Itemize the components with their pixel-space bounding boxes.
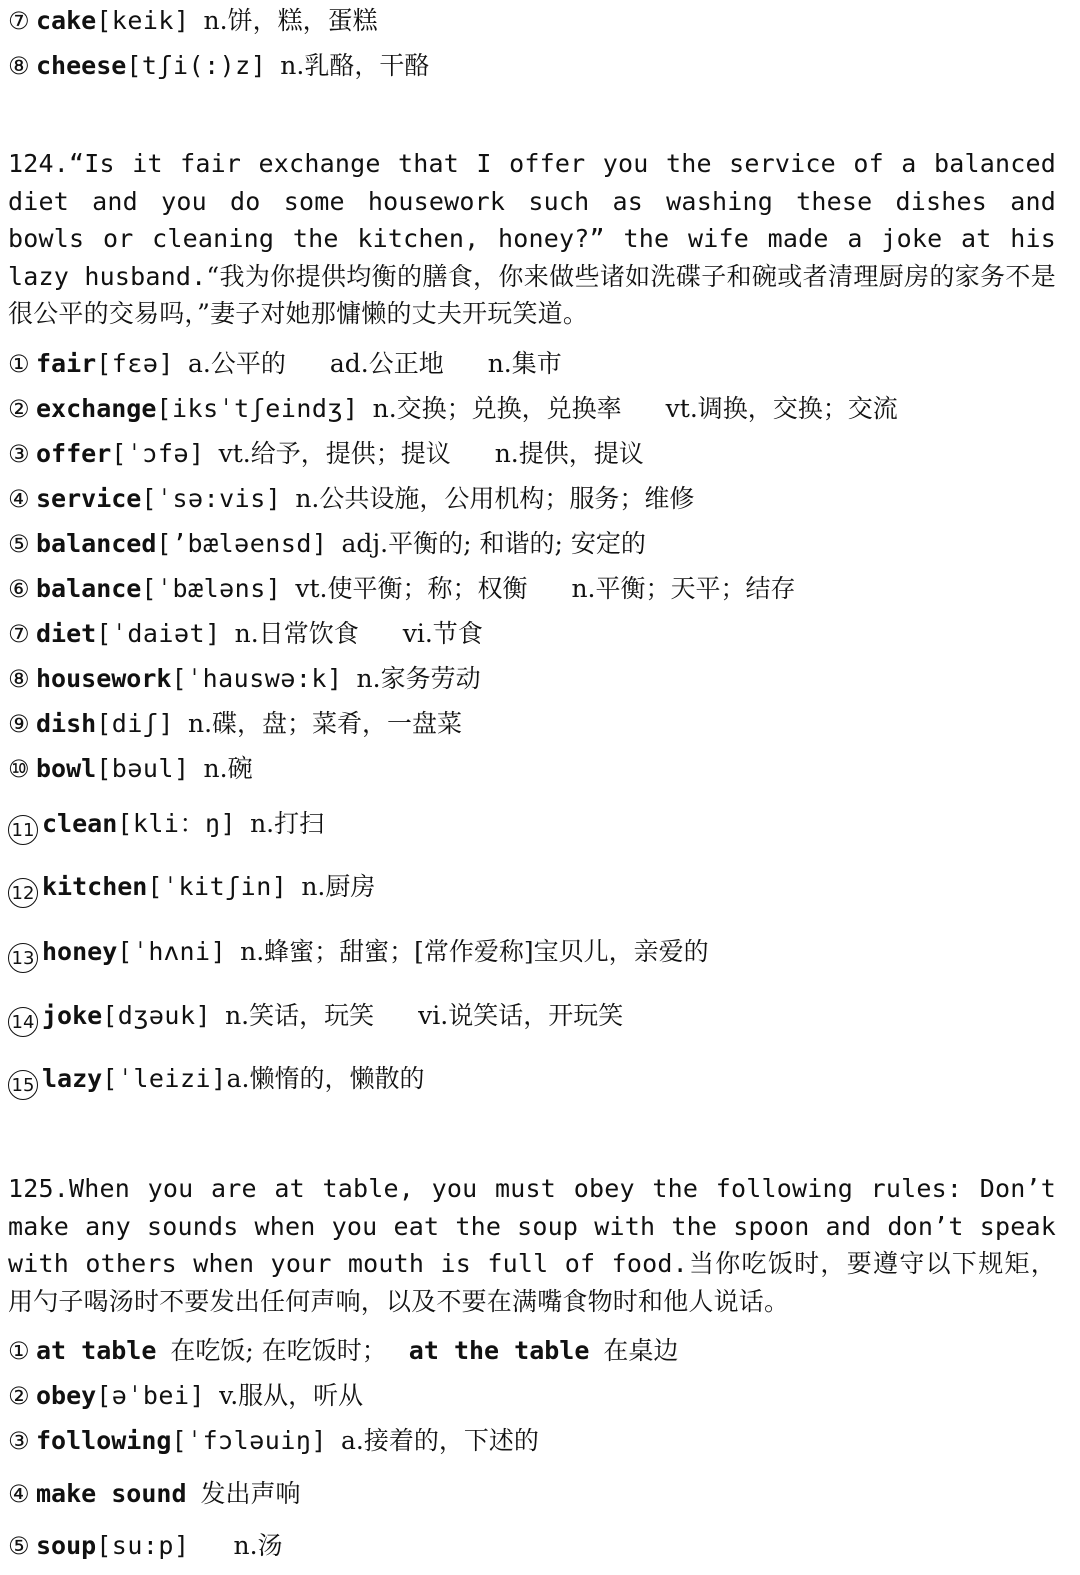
entry-definition: n.碗 xyxy=(203,754,253,783)
vocab-entry xyxy=(8,805,1062,845)
entry-word: service xyxy=(36,484,142,513)
entry-word: joke xyxy=(42,1001,103,1030)
entry-phonetic: [dʒəuk] xyxy=(102,1001,212,1030)
entry-word: obey xyxy=(36,1381,97,1410)
vocab-entry xyxy=(8,1332,1062,1370)
entry-word: housework xyxy=(36,664,172,693)
entry-phonetic: [tʃi(:)z] xyxy=(126,51,267,80)
entry-phonetic: [ˈsə:vis] xyxy=(141,484,282,513)
entry-number: ② xyxy=(8,1382,30,1410)
entry-definition: 在桌边 xyxy=(603,1336,679,1365)
entry-number: ⑥ xyxy=(8,575,30,603)
entry-number: ④ xyxy=(8,1480,30,1508)
entry-number: ④ xyxy=(8,485,30,513)
entry-number: ⑤ xyxy=(8,530,30,558)
entry-word: at table xyxy=(36,1336,157,1365)
entry-definition: a.接着的，下述的 xyxy=(340,1426,539,1455)
entry-word: clean xyxy=(42,809,118,838)
entry-phonetic: [ˈhʌni] xyxy=(117,937,227,966)
entry-definition: n.打扫 xyxy=(250,809,325,838)
entry-word: balance xyxy=(36,574,142,603)
vocab-entry xyxy=(8,1422,1062,1460)
entry-definition: n.乳酪，干酪 xyxy=(280,51,430,80)
entry-definition: ad.公正地 xyxy=(329,349,444,378)
vocab-entry xyxy=(8,1527,1062,1565)
vocab-entry xyxy=(8,750,1062,788)
entry-word: lazy xyxy=(42,1064,103,1093)
entry-definition: n.厨房 xyxy=(301,872,376,901)
entry-number: ⑧ xyxy=(8,52,30,80)
entry-definition: vi.说笑话，开玩笑 xyxy=(418,1001,624,1030)
vocab-entry xyxy=(8,615,1062,653)
entry-definition: n.交换；兑换，兑换率 xyxy=(372,394,622,423)
sentence-chinese: “我为你提供均衡的膳食，你来做些诸如洗碟子和碗或者清理厨房的家务不是很公平的交易吗，”妻子对她那慵懒的丈夫开玩笑道。 xyxy=(8,261,1056,328)
entry-number: ② xyxy=(8,395,30,423)
entry-number: ⑦ xyxy=(8,620,30,648)
sentence-english: 125.When you are at table, you must obey the following rules: Don’t make any sounds when you eat the soup with the spoon and don’t speak with others when your mouth is full of food. xyxy=(8,1174,1056,1278)
vocab-entry xyxy=(8,933,1062,973)
entry-definition: n.平衡；天平；结存 xyxy=(571,574,796,603)
entry-number: ⑦ xyxy=(8,7,30,35)
entry-phonetic: [ˈɔfə] xyxy=(111,439,205,468)
vocab-entry xyxy=(8,47,1062,85)
entry-number: 11 xyxy=(8,815,38,845)
entry-definition: n.饼，糕，蛋糕 xyxy=(203,6,378,35)
entry-definition: vt.使平衡；称；权衡 xyxy=(295,574,528,603)
entry-definition: v.服从，听从 xyxy=(219,1381,364,1410)
vocab-entry xyxy=(8,1475,1062,1513)
entry-phonetic: [iksˈtʃeindʒ] xyxy=(156,394,359,423)
vocab-entry xyxy=(8,525,1062,563)
entry-word: fair xyxy=(36,349,97,378)
vocab-entry xyxy=(8,705,1062,743)
entry-word: cheese xyxy=(36,51,127,80)
entry-definition: 在吃饭; 在吃饭时； xyxy=(170,1336,387,1365)
entry-definition: 发出声响 xyxy=(200,1479,301,1508)
entry-definition: n.笑话，玩笑 xyxy=(225,1001,375,1030)
entry-number: ⑧ xyxy=(8,665,30,693)
entry-phonetic: [’bæləensd] xyxy=(156,529,328,558)
example-sentence-124 xyxy=(8,145,1056,333)
entry-word: at the table xyxy=(408,1336,590,1365)
vocab-entry xyxy=(8,997,1062,1037)
entry-definition: adj.平衡的; 和谐的; 安定的 xyxy=(341,529,646,558)
entry-word: kitchen xyxy=(42,872,148,901)
entry-definition: vt.给予，提供；提议 xyxy=(218,439,451,468)
example-sentence-125 xyxy=(8,1170,1056,1320)
entry-phonetic: [ˈleizi] xyxy=(102,1064,227,1093)
entry-number: 15 xyxy=(8,1070,38,1100)
vocab-entry xyxy=(8,435,1062,473)
entry-phonetic: [ˈdaiət] xyxy=(96,619,221,648)
sentence-chinese: 当你吃饭时，要遵守以下规矩，用勺子喝汤时不要发出任何声响，以及不要在满嘴食物时和他人说话。 xyxy=(8,1249,1056,1316)
entry-number: 14 xyxy=(8,1007,38,1037)
entry-phonetic: [əˈbei] xyxy=(96,1381,206,1410)
entry-word: balanced xyxy=(36,529,157,558)
entry-definition: n.碟，盘；菜肴，一盘菜 xyxy=(187,709,463,738)
entry-word: make sound xyxy=(36,1479,187,1508)
vocab-entry xyxy=(8,390,1062,428)
sentence-english: 124.“Is it fair exchange that I offer you the service of a balanced diet and you do some housework such as washing these dishes and bowls or cleaning the kitchen, honey?” the wife made a joke at his lazy husband. xyxy=(8,149,1056,291)
vocab-entry xyxy=(8,1377,1062,1415)
vocab-entry xyxy=(8,480,1062,518)
vocab-entry xyxy=(8,570,1062,608)
entry-phonetic: [ˈkitʃin] xyxy=(147,872,288,901)
entry-word: exchange xyxy=(36,394,157,423)
entry-phonetic: [bəul] xyxy=(96,754,190,783)
entry-number: ⑨ xyxy=(8,710,30,738)
entry-word: cake xyxy=(36,6,97,35)
entry-definition: a.懒惰的，懒散的 xyxy=(226,1064,425,1093)
entry-definition: vi.节食 xyxy=(402,619,483,648)
entry-phonetic: [ˈhauswə:k] xyxy=(171,664,343,693)
entry-phonetic: [diʃ] xyxy=(96,709,174,738)
entry-definition: n.日常饮食 xyxy=(234,619,359,648)
entry-phonetic: [keik] xyxy=(96,6,190,35)
entry-phonetic: [fɛə] xyxy=(96,349,174,378)
entry-word: soup xyxy=(36,1531,97,1560)
entry-number: 13 xyxy=(8,943,38,973)
entry-definition: vt.调换，交换；交流 xyxy=(665,394,898,423)
entry-number: ① xyxy=(8,1337,30,1365)
entry-word: dish xyxy=(36,709,97,738)
entry-definition: n.公共设施，公用机构；服务；维修 xyxy=(295,484,695,513)
entry-word: honey xyxy=(42,937,118,966)
entry-number: ⑤ xyxy=(8,1532,30,1560)
vocab-entry xyxy=(8,1060,1062,1100)
entry-number: ⑩ xyxy=(8,755,30,783)
entry-phonetic: [ˈfɔləuiŋ] xyxy=(171,1426,327,1455)
vocab-entry xyxy=(8,660,1062,698)
entry-word: diet xyxy=(36,619,97,648)
entry-word: bowl xyxy=(36,754,97,783)
entry-number: ③ xyxy=(8,440,30,468)
entry-number: ① xyxy=(8,350,30,378)
entry-phonetic: [su:p] xyxy=(96,1531,190,1560)
entry-definition: n.集市 xyxy=(487,349,562,378)
vocab-entry xyxy=(8,868,1062,908)
entry-word: offer xyxy=(36,439,112,468)
entry-number: 12 xyxy=(8,878,38,908)
entry-definition: n.蜂蜜；甜蜜；[常作爱称]宝贝儿，亲爱的 xyxy=(240,937,709,966)
entry-number: ③ xyxy=(8,1427,30,1455)
entry-definition: n.汤 xyxy=(233,1531,283,1560)
vocab-entry xyxy=(8,2,1062,40)
entry-definition: n.提供，提议 xyxy=(494,439,644,468)
entry-word: following xyxy=(36,1426,172,1455)
entry-definition: n.家务劳动 xyxy=(356,664,481,693)
entry-definition: a.公平的 xyxy=(187,349,286,378)
entry-phonetic: [kli：ŋ] xyxy=(117,809,237,838)
entry-phonetic: [ˈbæləns] xyxy=(141,574,282,603)
vocab-entry xyxy=(8,345,1062,383)
